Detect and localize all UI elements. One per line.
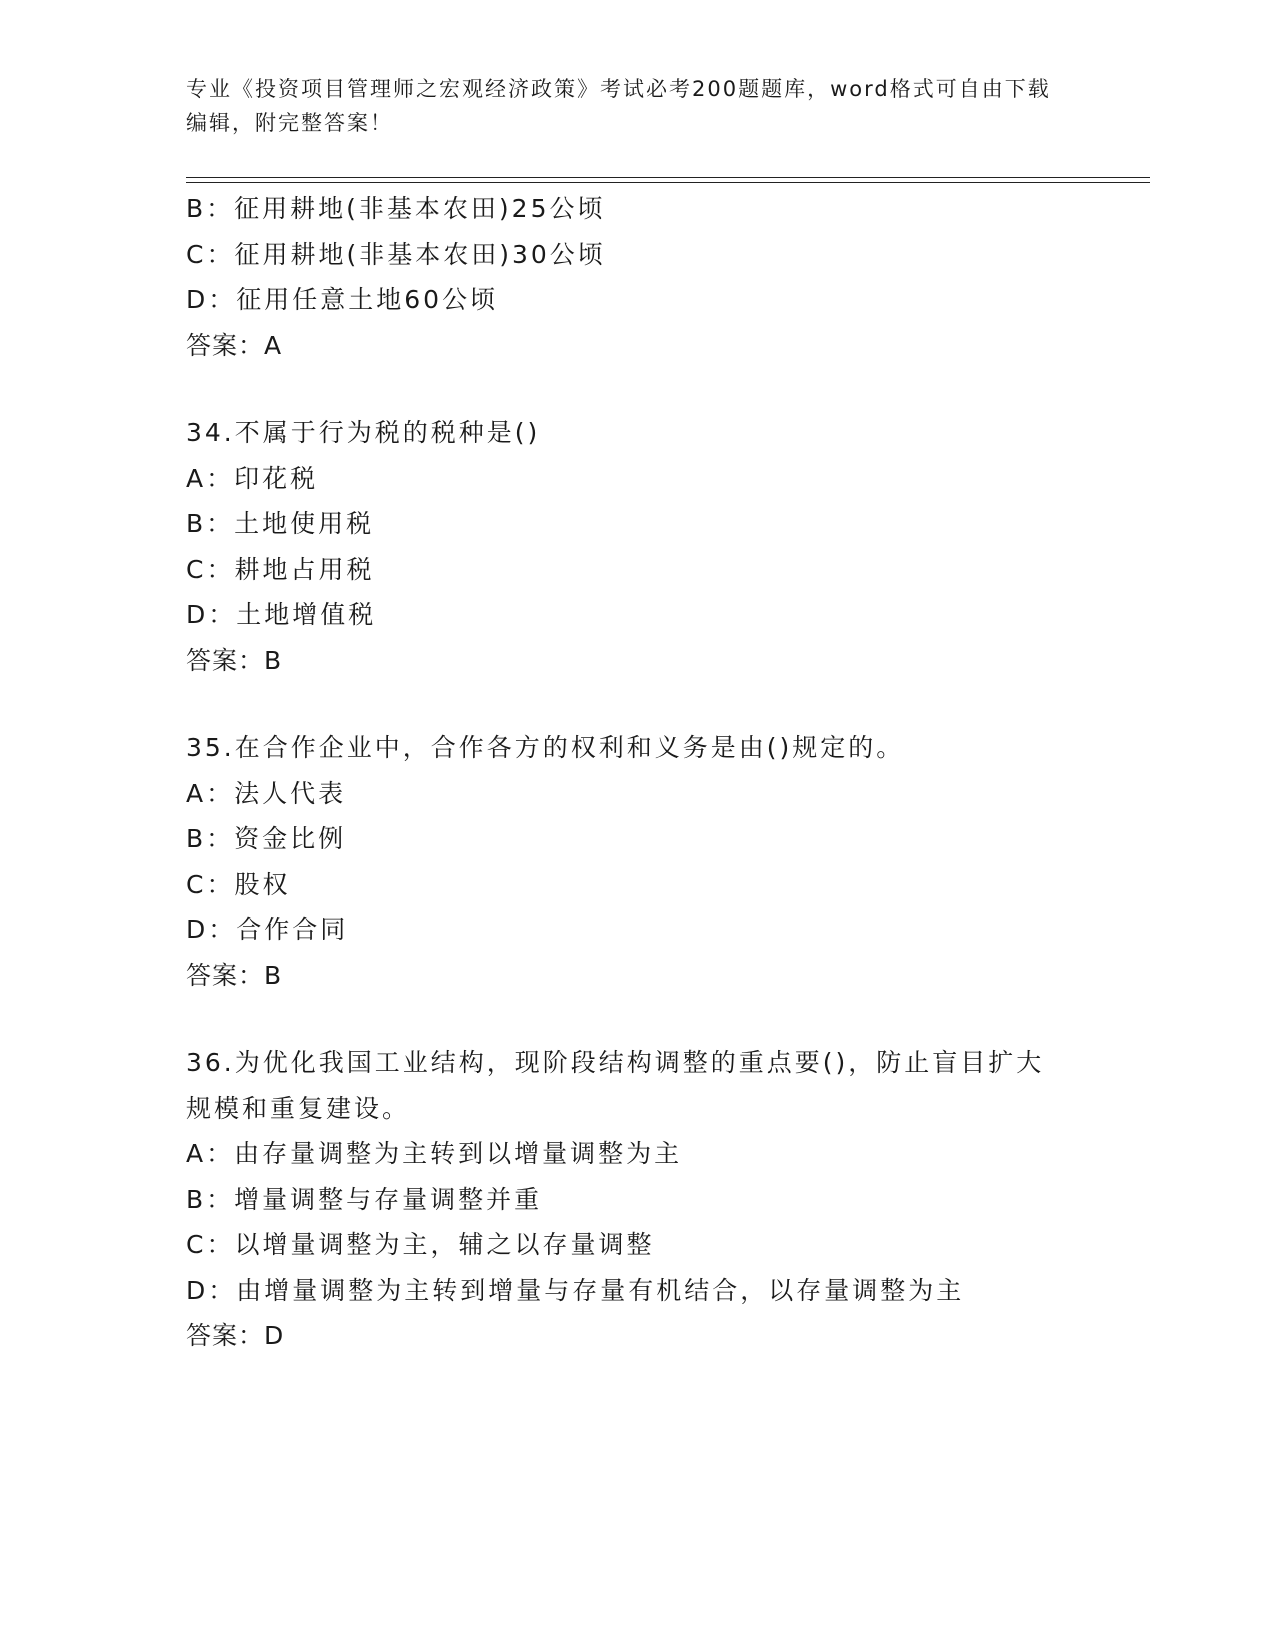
option-c: C：耕地占用税: [186, 554, 375, 584]
header-divider-bottom: [186, 182, 1150, 183]
option-a: A：由存量调整为主转到以增量调整为主: [186, 1139, 683, 1168]
question-list: [186, 186, 1086, 1359]
option-b: B：增量调整与存量调整并重: [186, 1184, 543, 1214]
answer-line: 答案：B: [186, 645, 283, 675]
answer-line: 答案：D: [186, 1321, 285, 1350]
question-stem: 34.不属于行为税的税种是(): [186, 418, 541, 447]
answer-line: 答案：A: [186, 330, 283, 360]
question-block-35: [186, 725, 1086, 998]
option-b: B：征用耕地(非基本农田)25公顷: [186, 194, 606, 223]
question-stem: 36.为优化我国工业结构，现阶段结构调整的重点要()，防止盲目扩大规模和重复建设。: [186, 1048, 1045, 1123]
question-block-36: [186, 1040, 1086, 1359]
option-b: B：资金比例: [186, 824, 347, 853]
option-d: D：土地增值税: [186, 600, 377, 629]
document-header: 专业《投资项目管理师之宏观经济政策》考试必考200题题库，word格式可自由下载编辑，附完整答案！: [186, 77, 1051, 135]
option-a: A：法人代表: [186, 778, 347, 808]
option-c: C：股权: [186, 869, 291, 899]
option-a: A：印花税: [186, 463, 319, 493]
option-d: D：合作合同: [186, 915, 349, 944]
option-b: B：土地使用税: [186, 509, 375, 538]
answer-line: 答案：B: [186, 960, 283, 990]
option-c: C：征用耕地(非基本农田)30公顷: [186, 239, 606, 269]
option-c: C：以增量调整为主，辅之以存量调整: [186, 1230, 655, 1259]
question-block-33: [186, 186, 1086, 368]
option-d: D：征用任意土地60公顷: [186, 285, 499, 314]
question-stem: 35.在合作企业中，合作各方的权利和义务是由()规定的。: [186, 733, 905, 762]
question-block-34: [186, 410, 1086, 683]
header-divider-top: [186, 177, 1150, 178]
option-d: D：由增量调整为主转到增量与存量有机结合，以存量调整为主: [186, 1275, 965, 1305]
